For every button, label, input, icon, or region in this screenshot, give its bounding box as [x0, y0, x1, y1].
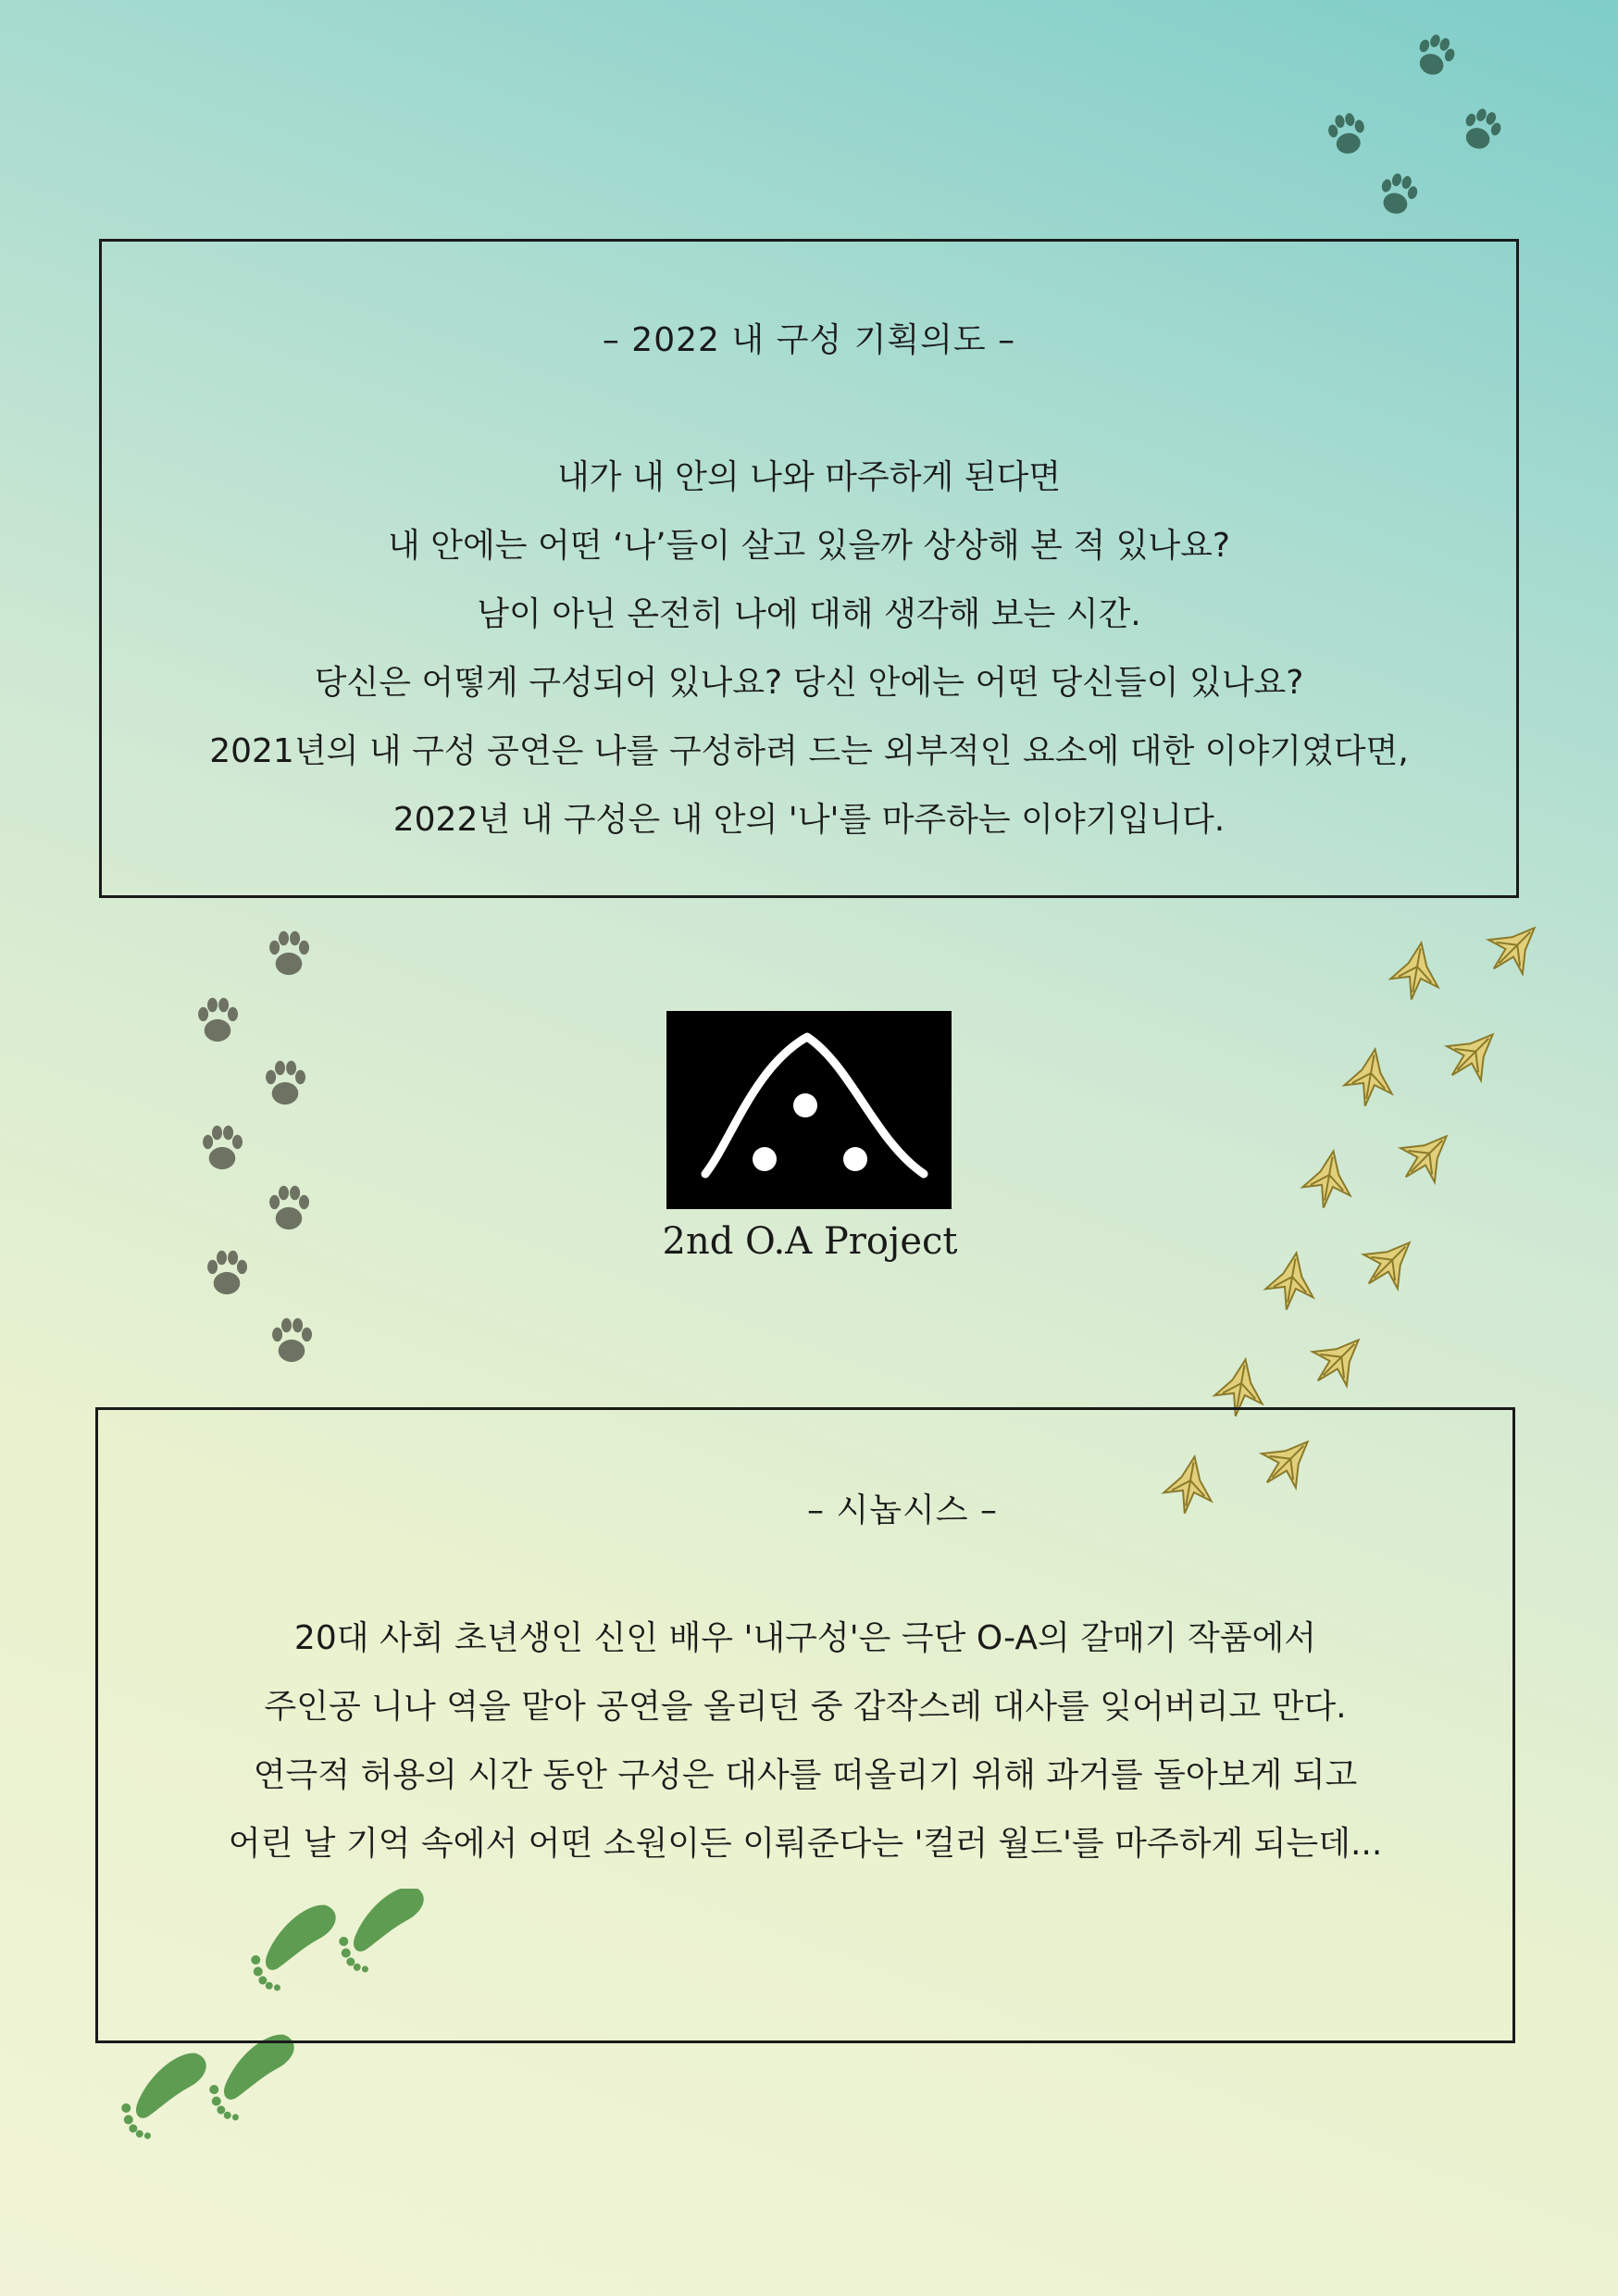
intent-line: 남이 아닌 온전히 나에 대해 생각해 보는 시간. [477, 595, 1141, 633]
intent-line: 내가 내 안의 나와 마주하게 된다면 [556, 458, 1062, 496]
synopsis-text [98, 1604, 1512, 1878]
planning-intent-box [99, 239, 1519, 898]
intent-text [102, 443, 1516, 855]
synopsis-box [95, 1407, 1515, 2043]
intent-line: 2022년 내 구성은 내 안의 '나'를 마주하는 이야기입니다. [392, 801, 1226, 839]
synopsis-line: 연극적 허용의 시간 동안 구성은 대사를 떠올리기 위해 과거를 돌아보게 되고 [253, 1756, 1358, 1794]
project-logo [666, 1011, 952, 1209]
synopsis-line: 주인공 니나 역을 맡아 공연을 올리던 중 갑작스레 대사를 잊어버리고 만다. [264, 1688, 1347, 1726]
paw-prints-top-right-icon [1296, 9, 1537, 241]
mountain-with-three-dots-icon [666, 1011, 952, 1209]
paw-prints-left-icon [176, 917, 342, 1379]
synopsis-line: 어린 날 기억 속에서 어떤 소원이든 이뤄준다는 '컬러 월드'를 마주하게 되는데... [228, 1825, 1383, 1863]
logo-caption: 2nd O.A Project [662, 1220, 958, 1263]
intent-heading: – 2022 내 구성 기획의도 – [602, 321, 1016, 359]
intent-line: 내 안에는 어떤 ‘나’들이 살고 있을까 상상해 본 적 있나요? [387, 527, 1231, 565]
synopsis-line: 20대 사회 초년생인 신인 배우 '내구성'은 극단 O-A의 갈매기 작품에서 [293, 1619, 1317, 1657]
intent-line: 2021년의 내 구성 공연은 나를 구성하려 드는 외부적인 요소에 대한 이야기였다면, [209, 732, 1409, 770]
synopsis-heading: – 시놉시스 – [807, 1491, 998, 1529]
intent-line: 당신은 어떻게 구성되어 있나요? 당신 안에는 어떤 당신들이 있나요? [314, 664, 1304, 702]
